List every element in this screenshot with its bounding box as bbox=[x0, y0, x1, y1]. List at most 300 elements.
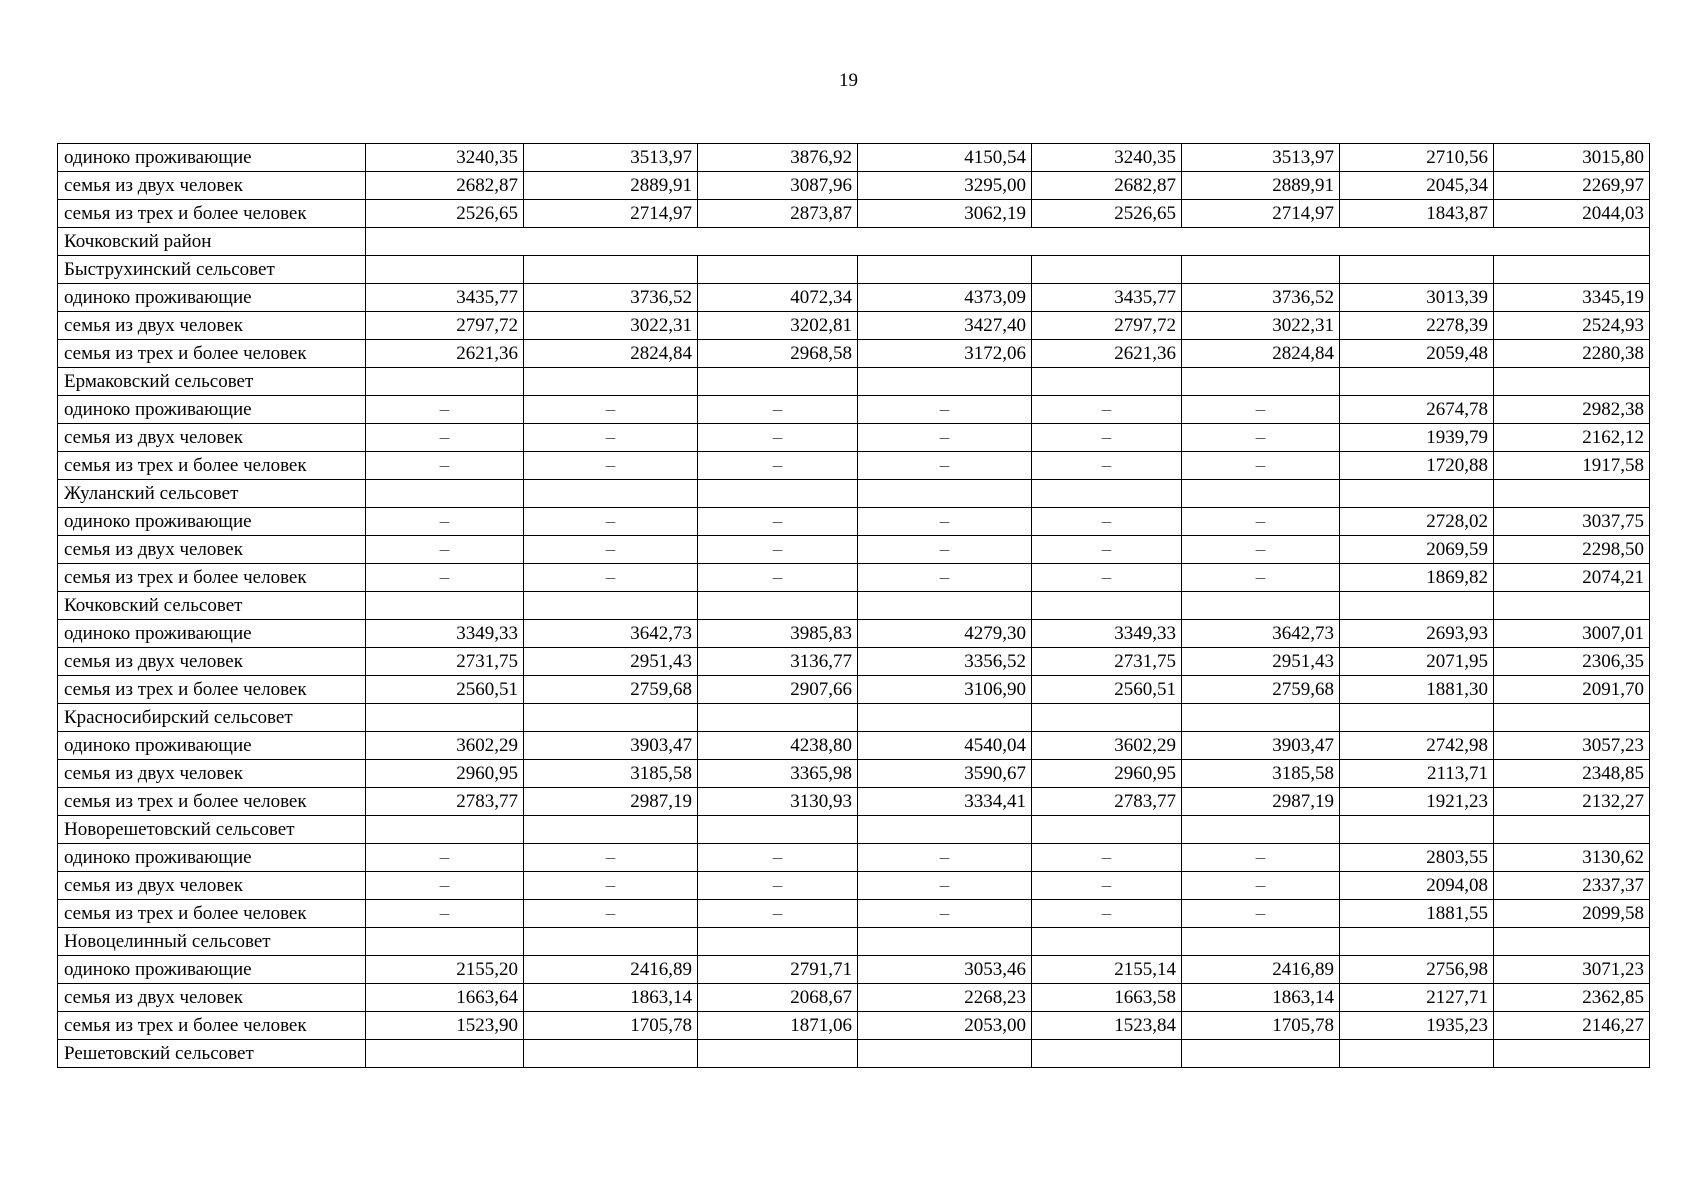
value-cell bbox=[698, 592, 858, 620]
value-cell: 3356,52 bbox=[858, 648, 1032, 676]
value-cell: 3349,33 bbox=[366, 620, 524, 648]
value-cell: – bbox=[858, 564, 1032, 592]
value-cell: 2068,67 bbox=[698, 984, 858, 1012]
value-cell: 2759,68 bbox=[1182, 676, 1340, 704]
value-cell: – bbox=[524, 452, 698, 480]
value-cell: 2889,91 bbox=[1182, 172, 1340, 200]
value-cell bbox=[1340, 1040, 1494, 1068]
value-cell: 3130,93 bbox=[698, 788, 858, 816]
value-cell: – bbox=[1182, 396, 1340, 424]
value-cell: – bbox=[698, 536, 858, 564]
value-cell bbox=[366, 480, 524, 508]
value-cell: – bbox=[1182, 900, 1340, 928]
value-cell: 2045,34 bbox=[1340, 172, 1494, 200]
table-row bbox=[58, 1012, 1650, 1040]
value-cell: 2074,21 bbox=[1494, 564, 1650, 592]
table-row bbox=[58, 872, 1650, 900]
value-cell: – bbox=[524, 396, 698, 424]
value-cell: 3736,52 bbox=[524, 284, 698, 312]
value-cell: 2348,85 bbox=[1494, 760, 1650, 788]
table-row bbox=[58, 760, 1650, 788]
value-cell: 3240,35 bbox=[1032, 144, 1182, 172]
row-label: семья из трех и более человек bbox=[58, 1012, 366, 1040]
value-cell bbox=[858, 256, 1032, 284]
value-cell bbox=[1182, 256, 1340, 284]
table-row bbox=[58, 900, 1650, 928]
value-cell: 1881,30 bbox=[1340, 676, 1494, 704]
value-cell: 2132,27 bbox=[1494, 788, 1650, 816]
value-cell: 3130,62 bbox=[1494, 844, 1650, 872]
value-cell bbox=[1182, 592, 1340, 620]
value-cell: 1917,58 bbox=[1494, 452, 1650, 480]
value-cell: 3985,83 bbox=[698, 620, 858, 648]
value-cell bbox=[698, 368, 858, 396]
table-row bbox=[58, 172, 1650, 200]
value-cell: – bbox=[366, 564, 524, 592]
value-cell: 1705,78 bbox=[1182, 1012, 1340, 1040]
value-cell: – bbox=[524, 844, 698, 872]
value-cell bbox=[366, 928, 524, 956]
value-cell: 3053,46 bbox=[858, 956, 1032, 984]
value-cell: 2091,70 bbox=[1494, 676, 1650, 704]
value-cell: 2560,51 bbox=[366, 676, 524, 704]
value-cell: 2824,84 bbox=[524, 340, 698, 368]
row-label: семья из трех и более человек bbox=[58, 564, 366, 592]
value-cell: 2071,95 bbox=[1340, 648, 1494, 676]
value-cell: 2162,12 bbox=[1494, 424, 1650, 452]
value-cell: 2278,39 bbox=[1340, 312, 1494, 340]
value-cell: 2524,93 bbox=[1494, 312, 1650, 340]
value-cell: – bbox=[1032, 872, 1182, 900]
value-cell: 2742,98 bbox=[1340, 732, 1494, 760]
value-cell: 2268,23 bbox=[858, 984, 1032, 1012]
table-row bbox=[58, 984, 1650, 1012]
row-label: Новорешетовский сельсовет bbox=[58, 816, 366, 844]
value-cell: 3903,47 bbox=[524, 732, 698, 760]
value-cell: 4279,30 bbox=[858, 620, 1032, 648]
value-cell: 2731,75 bbox=[366, 648, 524, 676]
row-label: семья из трех и более человек bbox=[58, 788, 366, 816]
value-cell bbox=[858, 704, 1032, 732]
table-row bbox=[58, 928, 1650, 956]
value-cell: 2362,85 bbox=[1494, 984, 1650, 1012]
value-cell: – bbox=[698, 844, 858, 872]
value-cell: 1843,87 bbox=[1340, 200, 1494, 228]
value-cell: – bbox=[366, 396, 524, 424]
value-cell: 2714,97 bbox=[1182, 200, 1340, 228]
value-cell: 3071,23 bbox=[1494, 956, 1650, 984]
value-cell bbox=[1032, 704, 1182, 732]
row-label: Кочковский сельсовет bbox=[58, 592, 366, 620]
value-cell bbox=[698, 928, 858, 956]
value-cell: – bbox=[858, 424, 1032, 452]
value-cell: 3513,97 bbox=[524, 144, 698, 172]
value-cell: – bbox=[858, 396, 1032, 424]
value-cell: – bbox=[1032, 508, 1182, 536]
table-row bbox=[58, 508, 1650, 536]
table-row bbox=[58, 424, 1650, 452]
value-cell: 4540,04 bbox=[858, 732, 1032, 760]
table-row bbox=[58, 340, 1650, 368]
table-row bbox=[58, 732, 1650, 760]
value-cell bbox=[366, 816, 524, 844]
value-cell bbox=[698, 256, 858, 284]
value-cell: 2951,43 bbox=[1182, 648, 1340, 676]
table-row bbox=[58, 312, 1650, 340]
value-cell bbox=[366, 592, 524, 620]
value-cell: 2951,43 bbox=[524, 648, 698, 676]
value-cell bbox=[524, 256, 698, 284]
row-label: Решетовский сельсовет bbox=[58, 1040, 366, 1068]
value-cell: – bbox=[524, 424, 698, 452]
value-cell bbox=[1494, 928, 1650, 956]
table-row bbox=[58, 816, 1650, 844]
value-cell: 1921,23 bbox=[1340, 788, 1494, 816]
value-cell bbox=[1032, 928, 1182, 956]
row-label: одиноко проживающие bbox=[58, 144, 366, 172]
value-cell bbox=[858, 1040, 1032, 1068]
row-label: одиноко проживающие bbox=[58, 844, 366, 872]
value-cell: – bbox=[524, 564, 698, 592]
row-label: одиноко проживающие bbox=[58, 508, 366, 536]
value-cell: 2731,75 bbox=[1032, 648, 1182, 676]
value-cell bbox=[1032, 256, 1182, 284]
value-cell: – bbox=[366, 844, 524, 872]
merged-empty-cell bbox=[366, 228, 1650, 256]
value-cell bbox=[1182, 928, 1340, 956]
value-cell: – bbox=[366, 900, 524, 928]
value-cell: 2682,87 bbox=[1032, 172, 1182, 200]
value-cell: 3295,00 bbox=[858, 172, 1032, 200]
value-cell: – bbox=[1032, 900, 1182, 928]
value-cell: 3345,19 bbox=[1494, 284, 1650, 312]
row-label: Красносибирский сельсовет bbox=[58, 704, 366, 732]
value-cell: 3185,58 bbox=[1182, 760, 1340, 788]
value-cell: 3365,98 bbox=[698, 760, 858, 788]
table-row bbox=[58, 676, 1650, 704]
value-cell: 2791,71 bbox=[698, 956, 858, 984]
value-cell: 2059,48 bbox=[1340, 340, 1494, 368]
row-label: одиноко проживающие bbox=[58, 620, 366, 648]
row-label: семья из двух человек bbox=[58, 424, 366, 452]
value-cell: 3136,77 bbox=[698, 648, 858, 676]
value-cell bbox=[1182, 1040, 1340, 1068]
value-cell: 2298,50 bbox=[1494, 536, 1650, 564]
value-cell: 3435,77 bbox=[366, 284, 524, 312]
table-row bbox=[58, 452, 1650, 480]
tariff-table bbox=[57, 143, 1650, 1068]
value-cell: – bbox=[524, 900, 698, 928]
value-cell: 2968,58 bbox=[698, 340, 858, 368]
value-cell: 3435,77 bbox=[1032, 284, 1182, 312]
table-row bbox=[58, 368, 1650, 396]
value-cell: – bbox=[858, 508, 1032, 536]
value-cell: 2907,66 bbox=[698, 676, 858, 704]
value-cell bbox=[1494, 816, 1650, 844]
value-cell bbox=[524, 816, 698, 844]
value-cell bbox=[524, 480, 698, 508]
row-label: одиноко проживающие bbox=[58, 396, 366, 424]
value-cell bbox=[366, 256, 524, 284]
value-cell bbox=[1340, 592, 1494, 620]
value-cell: 3106,90 bbox=[858, 676, 1032, 704]
value-cell: 2728,02 bbox=[1340, 508, 1494, 536]
value-cell: – bbox=[858, 844, 1032, 872]
value-cell: 4373,09 bbox=[858, 284, 1032, 312]
value-cell: – bbox=[1032, 424, 1182, 452]
value-cell bbox=[1340, 816, 1494, 844]
row-label: семья из двух человек bbox=[58, 648, 366, 676]
value-cell bbox=[1182, 368, 1340, 396]
row-label: одиноко проживающие bbox=[58, 956, 366, 984]
value-cell: 2269,97 bbox=[1494, 172, 1650, 200]
value-cell: 3022,31 bbox=[1182, 312, 1340, 340]
value-cell: 1863,14 bbox=[1182, 984, 1340, 1012]
table-row bbox=[58, 620, 1650, 648]
value-cell: – bbox=[1032, 564, 1182, 592]
value-cell: 2714,97 bbox=[524, 200, 698, 228]
value-cell: – bbox=[698, 564, 858, 592]
value-cell: – bbox=[858, 452, 1032, 480]
value-cell: – bbox=[1182, 536, 1340, 564]
value-cell: 2280,38 bbox=[1494, 340, 1650, 368]
value-cell: – bbox=[698, 396, 858, 424]
row-label: семья из двух человек bbox=[58, 760, 366, 788]
table-row bbox=[58, 480, 1650, 508]
value-cell: 2560,51 bbox=[1032, 676, 1182, 704]
value-cell bbox=[858, 480, 1032, 508]
value-cell: 2824,84 bbox=[1182, 340, 1340, 368]
value-cell: 2987,19 bbox=[524, 788, 698, 816]
value-cell: 2526,65 bbox=[366, 200, 524, 228]
value-cell bbox=[524, 928, 698, 956]
value-cell bbox=[1182, 816, 1340, 844]
value-cell: 3876,92 bbox=[698, 144, 858, 172]
row-label: Быструхинский сельсовет bbox=[58, 256, 366, 284]
value-cell bbox=[1340, 928, 1494, 956]
row-label: Жуланский сельсовет bbox=[58, 480, 366, 508]
value-cell: 2783,77 bbox=[1032, 788, 1182, 816]
value-cell: 2306,35 bbox=[1494, 648, 1650, 676]
value-cell: – bbox=[1032, 396, 1182, 424]
row-label: Ермаковский сельсовет bbox=[58, 368, 366, 396]
value-cell: 1863,14 bbox=[524, 984, 698, 1012]
value-cell: 1935,23 bbox=[1340, 1012, 1494, 1040]
value-cell: 2682,87 bbox=[366, 172, 524, 200]
value-cell bbox=[366, 368, 524, 396]
value-cell: 1705,78 bbox=[524, 1012, 698, 1040]
table-row bbox=[58, 144, 1650, 172]
value-cell bbox=[1494, 704, 1650, 732]
value-cell bbox=[1182, 480, 1340, 508]
row-label: одиноко проживающие bbox=[58, 284, 366, 312]
value-cell bbox=[698, 704, 858, 732]
value-cell: 3013,39 bbox=[1340, 284, 1494, 312]
value-cell: 1881,55 bbox=[1340, 900, 1494, 928]
value-cell bbox=[524, 704, 698, 732]
value-cell: 3057,23 bbox=[1494, 732, 1650, 760]
table-row bbox=[58, 704, 1650, 732]
value-cell: 2889,91 bbox=[524, 172, 698, 200]
value-cell: – bbox=[524, 536, 698, 564]
value-cell: 2127,71 bbox=[1340, 984, 1494, 1012]
value-cell: – bbox=[1032, 536, 1182, 564]
value-cell: 2526,65 bbox=[1032, 200, 1182, 228]
row-label: семья из двух человек bbox=[58, 984, 366, 1012]
table-row bbox=[58, 256, 1650, 284]
table-row bbox=[58, 788, 1650, 816]
row-label: семья из двух человек bbox=[58, 536, 366, 564]
value-cell bbox=[698, 480, 858, 508]
value-cell: 2337,37 bbox=[1494, 872, 1650, 900]
value-cell: 4238,80 bbox=[698, 732, 858, 760]
row-label: семья из трех и более человек bbox=[58, 200, 366, 228]
value-cell: – bbox=[524, 872, 698, 900]
value-cell: – bbox=[698, 872, 858, 900]
row-label: одиноко проживающие bbox=[58, 732, 366, 760]
table-row bbox=[58, 648, 1650, 676]
value-cell: 3736,52 bbox=[1182, 284, 1340, 312]
value-cell: 2674,78 bbox=[1340, 396, 1494, 424]
value-cell: 2155,20 bbox=[366, 956, 524, 984]
value-cell bbox=[366, 704, 524, 732]
table-row bbox=[58, 396, 1650, 424]
value-cell: – bbox=[1182, 424, 1340, 452]
row-label: Кочковский район bbox=[58, 228, 366, 256]
value-cell: 2044,03 bbox=[1494, 200, 1650, 228]
table-row bbox=[58, 1040, 1650, 1068]
table-row bbox=[58, 956, 1650, 984]
value-cell: – bbox=[366, 508, 524, 536]
value-cell bbox=[698, 1040, 858, 1068]
value-cell: 2094,08 bbox=[1340, 872, 1494, 900]
value-cell: 2797,72 bbox=[366, 312, 524, 340]
value-cell bbox=[1032, 592, 1182, 620]
row-label: семья из трех и более человек bbox=[58, 340, 366, 368]
value-cell bbox=[1340, 480, 1494, 508]
value-cell: 3202,81 bbox=[698, 312, 858, 340]
table-row bbox=[58, 228, 1650, 256]
value-cell: – bbox=[1182, 844, 1340, 872]
value-cell: – bbox=[858, 536, 1032, 564]
value-cell bbox=[1032, 816, 1182, 844]
value-cell bbox=[858, 368, 1032, 396]
value-cell: 1523,90 bbox=[366, 1012, 524, 1040]
value-cell bbox=[366, 1040, 524, 1068]
value-cell: 3022,31 bbox=[524, 312, 698, 340]
value-cell: 2069,59 bbox=[1340, 536, 1494, 564]
value-cell: 4150,54 bbox=[858, 144, 1032, 172]
value-cell bbox=[1494, 480, 1650, 508]
value-cell: – bbox=[698, 452, 858, 480]
value-cell bbox=[1032, 480, 1182, 508]
value-cell: – bbox=[698, 508, 858, 536]
value-cell: 3590,67 bbox=[858, 760, 1032, 788]
value-cell bbox=[524, 368, 698, 396]
value-cell: – bbox=[1032, 452, 1182, 480]
value-cell: 2759,68 bbox=[524, 676, 698, 704]
value-cell: – bbox=[1182, 872, 1340, 900]
value-cell: 2710,56 bbox=[1340, 144, 1494, 172]
value-cell: 1720,88 bbox=[1340, 452, 1494, 480]
value-cell: 2693,93 bbox=[1340, 620, 1494, 648]
value-cell: – bbox=[698, 424, 858, 452]
value-cell: 2756,98 bbox=[1340, 956, 1494, 984]
value-cell: 3903,47 bbox=[1182, 732, 1340, 760]
value-cell: – bbox=[366, 452, 524, 480]
value-cell: – bbox=[366, 536, 524, 564]
value-cell bbox=[1032, 1040, 1182, 1068]
value-cell bbox=[1182, 704, 1340, 732]
row-label: семья из двух человек bbox=[58, 312, 366, 340]
value-cell: – bbox=[1032, 844, 1182, 872]
value-cell: 3349,33 bbox=[1032, 620, 1182, 648]
value-cell: 2873,87 bbox=[698, 200, 858, 228]
value-cell bbox=[1494, 1040, 1650, 1068]
value-cell: 2146,27 bbox=[1494, 1012, 1650, 1040]
value-cell bbox=[1494, 256, 1650, 284]
value-cell: 2113,71 bbox=[1340, 760, 1494, 788]
row-label: семья из трех и более человек bbox=[58, 676, 366, 704]
value-cell: 2621,36 bbox=[1032, 340, 1182, 368]
value-cell: – bbox=[1182, 508, 1340, 536]
value-cell: 2960,95 bbox=[1032, 760, 1182, 788]
table-row bbox=[58, 844, 1650, 872]
value-cell: 2621,36 bbox=[366, 340, 524, 368]
value-cell: 3037,75 bbox=[1494, 508, 1650, 536]
value-cell bbox=[524, 592, 698, 620]
value-cell: – bbox=[858, 872, 1032, 900]
value-cell: 3087,96 bbox=[698, 172, 858, 200]
value-cell: 3642,73 bbox=[524, 620, 698, 648]
value-cell: 3602,29 bbox=[1032, 732, 1182, 760]
value-cell: 3427,40 bbox=[858, 312, 1032, 340]
value-cell: 1523,84 bbox=[1032, 1012, 1182, 1040]
value-cell: 3015,80 bbox=[1494, 144, 1650, 172]
table-row bbox=[58, 564, 1650, 592]
value-cell: 2099,58 bbox=[1494, 900, 1650, 928]
value-cell bbox=[698, 816, 858, 844]
value-cell: 3062,19 bbox=[858, 200, 1032, 228]
value-cell: 2987,19 bbox=[1182, 788, 1340, 816]
value-cell: 3185,58 bbox=[524, 760, 698, 788]
value-cell bbox=[1494, 368, 1650, 396]
value-cell bbox=[858, 928, 1032, 956]
value-cell: 3602,29 bbox=[366, 732, 524, 760]
page-number: 19 bbox=[839, 70, 858, 91]
table-row bbox=[58, 592, 1650, 620]
row-label: семья из трех и более человек bbox=[58, 452, 366, 480]
row-label: семья из двух человек bbox=[58, 172, 366, 200]
value-cell: – bbox=[1182, 452, 1340, 480]
value-cell: 2960,95 bbox=[366, 760, 524, 788]
value-cell: 3642,73 bbox=[1182, 620, 1340, 648]
table-row bbox=[58, 200, 1650, 228]
value-cell: 4072,34 bbox=[698, 284, 858, 312]
value-cell: 2053,00 bbox=[858, 1012, 1032, 1040]
value-cell: 2803,55 bbox=[1340, 844, 1494, 872]
value-cell: 1663,64 bbox=[366, 984, 524, 1012]
value-cell: 3334,41 bbox=[858, 788, 1032, 816]
value-cell bbox=[1340, 256, 1494, 284]
value-cell: 1939,79 bbox=[1340, 424, 1494, 452]
value-cell bbox=[858, 816, 1032, 844]
value-cell: 3513,97 bbox=[1182, 144, 1340, 172]
value-cell: – bbox=[1182, 564, 1340, 592]
table-row bbox=[58, 284, 1650, 312]
value-cell: 1869,82 bbox=[1340, 564, 1494, 592]
value-cell: – bbox=[524, 508, 698, 536]
